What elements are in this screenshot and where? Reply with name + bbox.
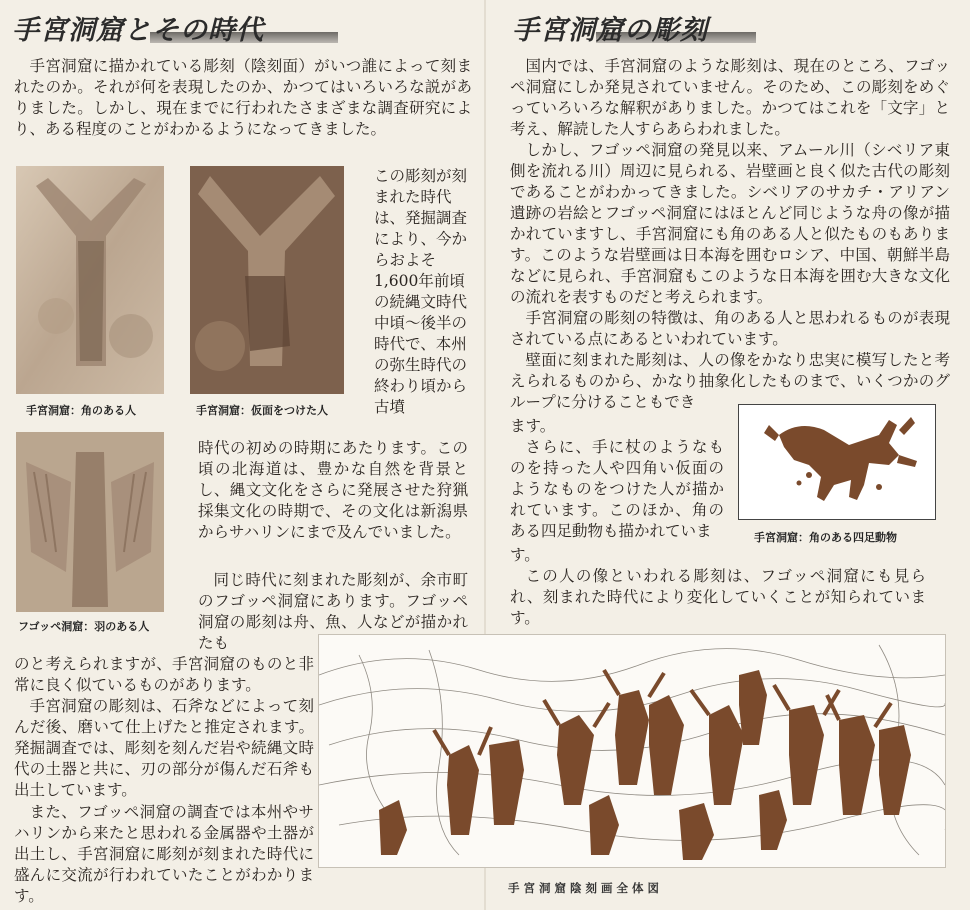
right-feature-paragraph: 手宮洞窟の彫刻の特徴は、角のある人と思われるものが表現されている点にあるといわれています。 xyxy=(510,309,950,348)
photo-horned-person-caption: 手宮洞窟：角のある人 xyxy=(26,404,136,417)
right-groups-paragraph: 壁面に刻まれた彫刻は、人の像をかなり忠実に模写したと考えられるものから、かなり抽象化したものまで、いくつかのグループに分けることもでき xyxy=(510,351,950,411)
photo-winged-person xyxy=(16,432,164,612)
left-exchange-paragraph: また、フゴッペ洞窟の調査では本州やサハリンから来たと思われる金属器や土器が出土し、手宮洞窟に彫刻が刻まれた時代に盛んに交流が行われていたことがわかります。 xyxy=(14,803,314,905)
right-staff-end: す。 xyxy=(510,546,540,564)
left-heading: 手宮洞窟とその時代 xyxy=(12,15,264,46)
right-staff-paragraph: さらに、手に杖のようなものを持った人や四角い仮面のようなものをつけた人が描かれています。このほか、角のある四足動物も描かれていま xyxy=(510,438,724,540)
panorama-caption: 手宮洞窟陰刻画全体図 xyxy=(508,881,663,895)
right-groups-end: ます。 xyxy=(510,417,556,435)
left-intro-paragraph: 手宮洞窟に描かれている彫刻（陰刻面）がいつ誰によって刻まれたのか。それが何を表現したのか、かつてはいろいろな説がありました。しかし、現在までに行われたさまざまな調査研究により、ある程度のことがわかるようになってきました。 xyxy=(14,57,472,138)
photo-masked-person-caption: 手宮洞窟：仮面をつけた人 xyxy=(196,404,328,417)
quadruped-figure-caption: 手宮洞窟：角のある四足動物 xyxy=(754,531,897,544)
left-similarity-paragraph: のと考えられますが、手宮洞窟のものと非常に良く似ているものがあります。 xyxy=(14,655,314,694)
quadruped-figure-box xyxy=(738,404,936,520)
photo-winged-person-caption: フゴッペ洞窟：羽のある人 xyxy=(18,620,150,633)
left-era-continued-paragraph: 時代の初めの時期にあたります。この頃の北海道は、豊かな自然を背景とし、縄文文化をさらに発展させた狩猟採集文化の時期で、その文化は新潟県からサハリンにまで及んでいました。 xyxy=(198,439,468,541)
right-human-image-paragraph: この人の像といわれる彫刻は、フゴッペ洞窟にも見られ、刻まれた時代により変化していくことが知られています。 xyxy=(510,567,926,627)
photo-masked-person xyxy=(190,166,344,394)
right-heading: 手宮洞窟の彫刻 xyxy=(512,15,708,46)
left-method-paragraph: 手宮洞窟の彫刻は、石斧などによって刻んだ後、磨いて仕上げたと推定されます。発掘調査では、彫刻を刻んだ岩や続縄文時代の土器と共に、刃の部分が傷んだ石斧も出土しています。 xyxy=(14,697,314,799)
left-fugoppe-paragraph: 同じ時代に刻まれた彫刻が、余市町のフゴッペ洞窟にあります。フゴッペ洞窟の彫刻は舟、魚、人などが描かれたも xyxy=(198,571,468,652)
photo-horned-person xyxy=(16,166,164,394)
left-era-narrow-paragraph: この彫刻が刻まれた時代は、発掘調査により、今からおよそ1,600年前頃の続縄文時代中頃～後半の時代で、本州の弥生時代の終わり頃から古墳 xyxy=(374,167,468,416)
full-carving-panorama xyxy=(318,634,946,868)
right-uniqueness-paragraph: 国内では、手宮洞窟のような彫刻は、現在のところ、フゴッペ洞窟にしか発見されていません。そのため、この彫刻をめぐっていろいろな解釈がありました。かつてはこれを「文字」と考え、解読した人すらあらわれました。 xyxy=(510,57,950,138)
right-siberia-paragraph: しかし、フゴッペ洞窟の発見以来、アムール川（シベリア東側を流れる川）周辺に見られる、岩壁画と良く似た古代の彫刻であることがわかってきました。シベリアのサカチ・アリアン遺跡の岩絵とフゴッペ洞窟にはほとんど同じような舟の像が描かれていますし、手宮洞窟にも角のある人と似たものもあります。このような岩壁画は日本海を囲むロシア、中国、朝鮮半島などに見られ、手宮洞窟もこのような日本海を囲む大きな文化の流れを表すものだと考えられます。 xyxy=(510,141,950,306)
